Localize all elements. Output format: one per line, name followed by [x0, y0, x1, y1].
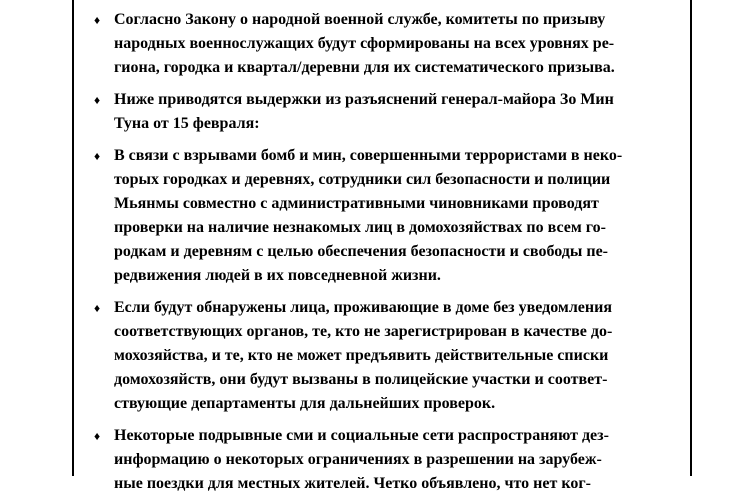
text-line: родкам и деревням с целью обеспечения безопасности и свободы пе- [114, 243, 609, 260]
text-line: Некоторые подрывные сми и социальные сети распространяют дез- [114, 427, 609, 444]
paragraph-text [114, 11, 615, 76]
text-line: В связи с взрывами бомб и мин, совершенными террористами в неко- [114, 147, 623, 164]
bullet-list [94, 8, 679, 504]
text-line: Туна от 15 февраля: [114, 115, 260, 132]
text-line: домохозяйств, они будут вызваны в полицейские участки и соответ- [114, 371, 608, 388]
text-line: ные поездки для местных жителей. Четко объявлено, что нет ког- [114, 475, 591, 492]
diamond-bullet-icon: ♦ [94, 93, 101, 107]
paragraph-text [114, 91, 614, 132]
text-line: проверки на наличие незнакомых лиц в домохозяйствах по всем го- [114, 219, 606, 236]
text-line: Если будут обнаружены лица, проживающие в доме без уведомления [114, 299, 612, 316]
paragraph-text [114, 299, 612, 412]
list-item [94, 8, 679, 80]
list-item [94, 144, 679, 288]
text-line: народных военнослужащих будут сформированы на всех уровнях ре- [114, 35, 615, 52]
diamond-bullet-icon: ♦ [94, 13, 101, 27]
text-line: гиона, городка и квартал/деревни для их систематического призыва. [114, 59, 615, 76]
text-line: ствующие департаменты для дальнейших проверок. [114, 395, 496, 412]
diamond-bullet-icon: ♦ [94, 149, 101, 163]
text-line: мохозяйства, и те, кто не может предъявить действительные списки [114, 347, 609, 364]
diamond-bullet-icon: ♦ [94, 301, 101, 315]
diamond-bullet-icon: ♦ [94, 429, 101, 443]
text-line: информацию о некоторых ограничениях в разрешении на зарубеж- [114, 451, 602, 468]
paragraph-text [114, 427, 609, 492]
text-line: Мьянмы совместно с административными чиновниками проводят [114, 195, 599, 212]
text-line: торых городках и деревнях, сотрудники сил безопасности и полиции [114, 171, 611, 188]
text-line: редвижения людей в их повседневной жизни. [114, 267, 441, 284]
text-line: Согласно Закону о народной военной службе, комитеты по призыву [114, 11, 606, 28]
list-item [94, 88, 679, 136]
text-line: Ниже приводятся выдержки из разъяснений генерал-майора Зо Мин [114, 91, 614, 108]
paragraph-text [114, 147, 622, 284]
list-item [94, 424, 679, 496]
list-item [94, 296, 679, 416]
text-line: соответствующих органов, те, кто не зарегистрирован в качестве до- [114, 323, 613, 340]
